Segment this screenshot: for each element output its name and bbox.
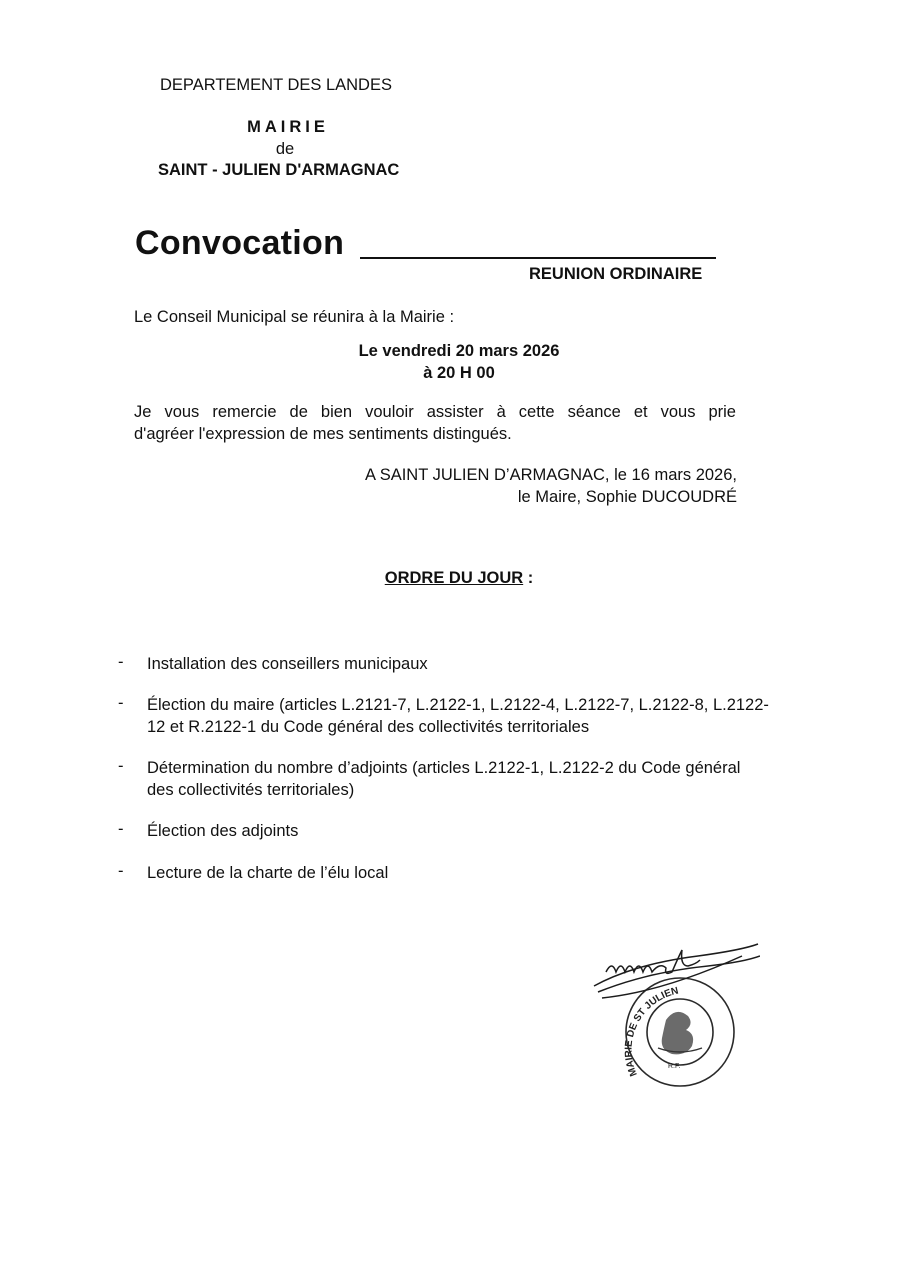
mairie-seal-stamp bbox=[588, 930, 760, 1100]
title-underline bbox=[360, 257, 716, 259]
meeting-date: Le vendredi 20 mars 2026 bbox=[358, 342, 560, 360]
agenda-bullet: - bbox=[118, 757, 124, 775]
agenda-item-line: Détermination du nombre d’adjoints (articles L.2122-1, L.2122-2 du Code général bbox=[147, 759, 741, 777]
agenda-item bbox=[147, 820, 823, 842]
meeting-time: à 20 H 00 bbox=[423, 364, 495, 382]
agenda-item-line: des collectivités territoriales) bbox=[147, 781, 355, 799]
agenda-bullet: - bbox=[118, 653, 124, 671]
intro-text: Le Conseil Municipal se réunira à la Mairie : bbox=[134, 308, 455, 326]
agenda-item bbox=[147, 757, 823, 801]
agenda-bullet: - bbox=[118, 862, 124, 880]
agenda-item-line: Élection des adjoints bbox=[147, 822, 299, 840]
seal-ring-text: MAIRIE DE ST JULIEN bbox=[623, 985, 680, 1078]
agenda-item-line: Lecture de la charte de l’élu local bbox=[147, 864, 389, 882]
agenda-bullet: - bbox=[118, 820, 124, 838]
agenda-item-line: 12 et R.2122-1 du Code général des collectivités territoriales bbox=[147, 718, 590, 736]
de-label: de bbox=[275, 140, 295, 158]
seal-center-text: R.F. bbox=[668, 1063, 681, 1070]
agenda-heading-colon: : bbox=[523, 569, 534, 587]
signature-mayor: le Maire, Sophie DUCOUDRÉ bbox=[517, 488, 737, 506]
meeting-type: REUNION ORDINAIRE bbox=[529, 265, 703, 283]
agenda-heading-label: ORDRE DU JOUR bbox=[384, 569, 524, 587]
agenda-item bbox=[147, 694, 823, 738]
mairie-label: MAIRIE bbox=[247, 118, 329, 136]
page-title: Convocation bbox=[135, 224, 345, 262]
agenda-item-line: Installation des conseillers municipaux bbox=[147, 655, 428, 673]
signature-place-date: A SAINT JULIEN D’ARMAGNAC, le 16 mars 2026, bbox=[365, 466, 737, 484]
courtesy-paragraph-line-2: d'agréer l'expression de mes sentiments distingués. bbox=[134, 425, 512, 443]
courtesy-paragraph-line-1: Je vous remercie de bien vouloir assister à cette séance et vous prie bbox=[134, 403, 736, 421]
agenda-item bbox=[147, 653, 823, 675]
agenda-item-line: Élection du maire (articles L.2121-7, L.2122-1, L.2122-4, L.2122-7, L.2122-8, L.2122- bbox=[147, 696, 769, 714]
commune-name: SAINT - JULIEN D'ARMAGNAC bbox=[158, 161, 400, 179]
seal-emblem bbox=[658, 1012, 702, 1055]
agenda-heading bbox=[300, 569, 618, 588]
department-label: DEPARTEMENT DES LANDES bbox=[160, 76, 392, 94]
agenda-bullet: - bbox=[118, 694, 124, 712]
agenda-item bbox=[147, 862, 823, 884]
